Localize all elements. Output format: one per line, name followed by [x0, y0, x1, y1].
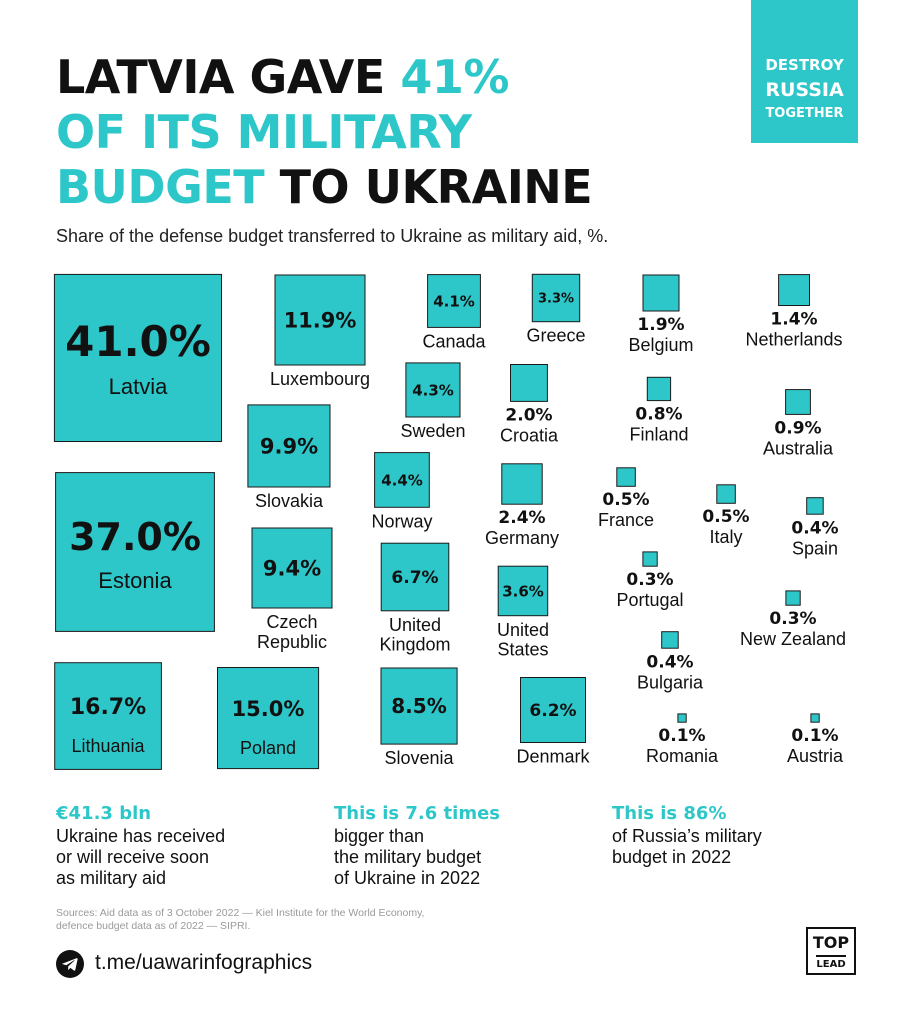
country-label-sweden: Sweden: [400, 421, 466, 442]
value-label-france: 0.5%: [602, 490, 650, 511]
country-label-latvia: Latvia: [108, 374, 168, 399]
square-australia: [786, 390, 811, 415]
value-label-belgium: 1.9%: [637, 314, 685, 335]
country-label-canada: Canada: [422, 331, 486, 352]
value-label-slovenia: 8.5%: [391, 694, 447, 718]
square-new-zealand: [786, 591, 800, 605]
square-croatia: [511, 365, 548, 402]
square-romania: [678, 714, 686, 722]
country-label-germany: Germany: [484, 528, 560, 549]
title-line2-accent: OF ITS MILITARY: [56, 105, 472, 159]
square-italy: [717, 485, 736, 504]
value-label-portugal: 0.3%: [626, 570, 674, 591]
square-netherlands: [779, 275, 810, 306]
logo-bottom-text: LEAD: [816, 959, 846, 970]
country-label-bulgaria: Bulgaria: [636, 672, 704, 693]
country-label-new-zealand: New Zealand: [739, 629, 847, 650]
country-label-czech-republic: Czech Republic: [256, 612, 328, 652]
value-label-austria: 0.1%: [791, 726, 839, 747]
value-label-italy: 0.5%: [702, 507, 750, 528]
badge-line2: RUSSIA: [765, 79, 844, 101]
stat-russia-description: of Russia’s military budget in 2022: [612, 826, 762, 867]
title-line1-accent: 41%: [400, 50, 509, 104]
country-label-slovenia: Slovenia: [384, 748, 454, 769]
value-label-latvia: 41.0%: [65, 317, 211, 366]
country-label-netherlands: Netherlands: [745, 329, 843, 350]
logo-top-text: TOP: [812, 933, 850, 952]
value-label-romania: 0.1%: [658, 726, 706, 747]
value-label-luxembourg: 11.9%: [283, 308, 357, 333]
title-line1-dark: LATVIA GAVE: [56, 50, 401, 104]
country-label-finland: Finland: [629, 424, 689, 445]
value-label-netherlands: 1.4%: [770, 309, 818, 330]
country-label-slovakia: Slovakia: [254, 491, 324, 512]
country-label-united-kingdom: United Kingdom: [379, 614, 451, 655]
value-label-new-zealand: 0.3%: [769, 609, 817, 630]
stat-aid-amount: €41.3 bln: [56, 803, 152, 824]
square-bulgaria: [662, 632, 679, 649]
chart-subtitle: Share of the defense budget transferred to Ukraine as military aid, %.: [56, 226, 609, 246]
title-line3-accent: BUDGET: [56, 160, 265, 214]
square-austria: [811, 714, 819, 722]
country-label-france: France: [597, 510, 655, 531]
value-label-sweden: 4.3%: [412, 381, 454, 400]
country-label-estonia: Estonia: [98, 568, 172, 593]
value-label-estonia: 37.0%: [69, 515, 201, 559]
telegram-link[interactable]: t.me/uawarinfographics: [95, 951, 313, 974]
stat-times-ukraine: This is 7.6 times: [334, 803, 500, 824]
square-spain: [807, 498, 824, 515]
country-label-australia: Australia: [762, 438, 834, 459]
square-germany: [502, 464, 542, 504]
country-label-croatia: Croatia: [499, 425, 559, 446]
value-label-spain: 0.4%: [791, 518, 839, 539]
value-label-finland: 0.8%: [635, 404, 683, 425]
country-label-norway: Norway: [371, 511, 433, 532]
country-label-austria: Austria: [786, 746, 844, 767]
logo-separator: [816, 955, 846, 957]
value-label-czech-republic: 9.4%: [262, 556, 322, 581]
telegram-icon: [56, 950, 84, 978]
country-label-portugal: Portugal: [616, 590, 684, 611]
country-label-spain: Spain: [791, 538, 839, 559]
country-label-poland: Poland: [239, 738, 297, 758]
value-label-australia: 0.9%: [774, 418, 822, 439]
value-label-canada: 4.1%: [433, 292, 475, 311]
square-belgium: [643, 275, 679, 311]
value-label-slovakia: 9.9%: [259, 434, 319, 459]
country-label-greece: Greece: [526, 325, 586, 346]
country-label-italy: Italy: [709, 527, 743, 548]
country-label-romania: Romania: [645, 746, 719, 767]
toplead-logo: [806, 927, 856, 975]
square-portugal: [643, 552, 657, 566]
square-france: [617, 468, 636, 487]
value-label-poland: 15.0%: [231, 697, 305, 721]
country-label-luxembourg: Luxembourg: [269, 369, 371, 390]
square-finland: [647, 377, 670, 400]
country-label-united-states: United States: [496, 619, 550, 660]
title-line3-dark: TO UKRAINE: [264, 160, 593, 214]
badge-line1: DESTROY: [765, 56, 844, 74]
value-label-germany: 2.4%: [498, 508, 546, 529]
value-label-greece: 3.3%: [537, 291, 575, 307]
sources-note: Sources: Aid data as of 3 October 2022 — Kiel Institute for the World Economy, defence budget data as of 2022 — SIPRI.: [56, 907, 425, 932]
badge-line3: TOGETHER: [765, 106, 844, 121]
country-label-lithuania: Lithuania: [71, 736, 145, 756]
stat-aid-description: Ukraine has received or will receive soon as military aid: [56, 826, 226, 888]
value-label-norway: 4.4%: [381, 471, 423, 490]
country-label-denmark: Denmark: [516, 746, 590, 767]
value-label-bulgaria: 0.4%: [646, 652, 694, 673]
country-label-belgium: Belgium: [628, 334, 694, 355]
stat-russia-share: This is 86%: [612, 803, 727, 824]
value-label-united-kingdom: 6.7%: [391, 567, 439, 588]
stat-times-description: bigger than the military budget of Ukraine in 2022: [334, 826, 482, 888]
value-label-united-states: 3.6%: [502, 582, 544, 601]
value-label-lithuania: 16.7%: [69, 695, 147, 720]
value-label-denmark: 6.2%: [529, 700, 577, 721]
value-label-croatia: 2.0%: [505, 405, 553, 426]
